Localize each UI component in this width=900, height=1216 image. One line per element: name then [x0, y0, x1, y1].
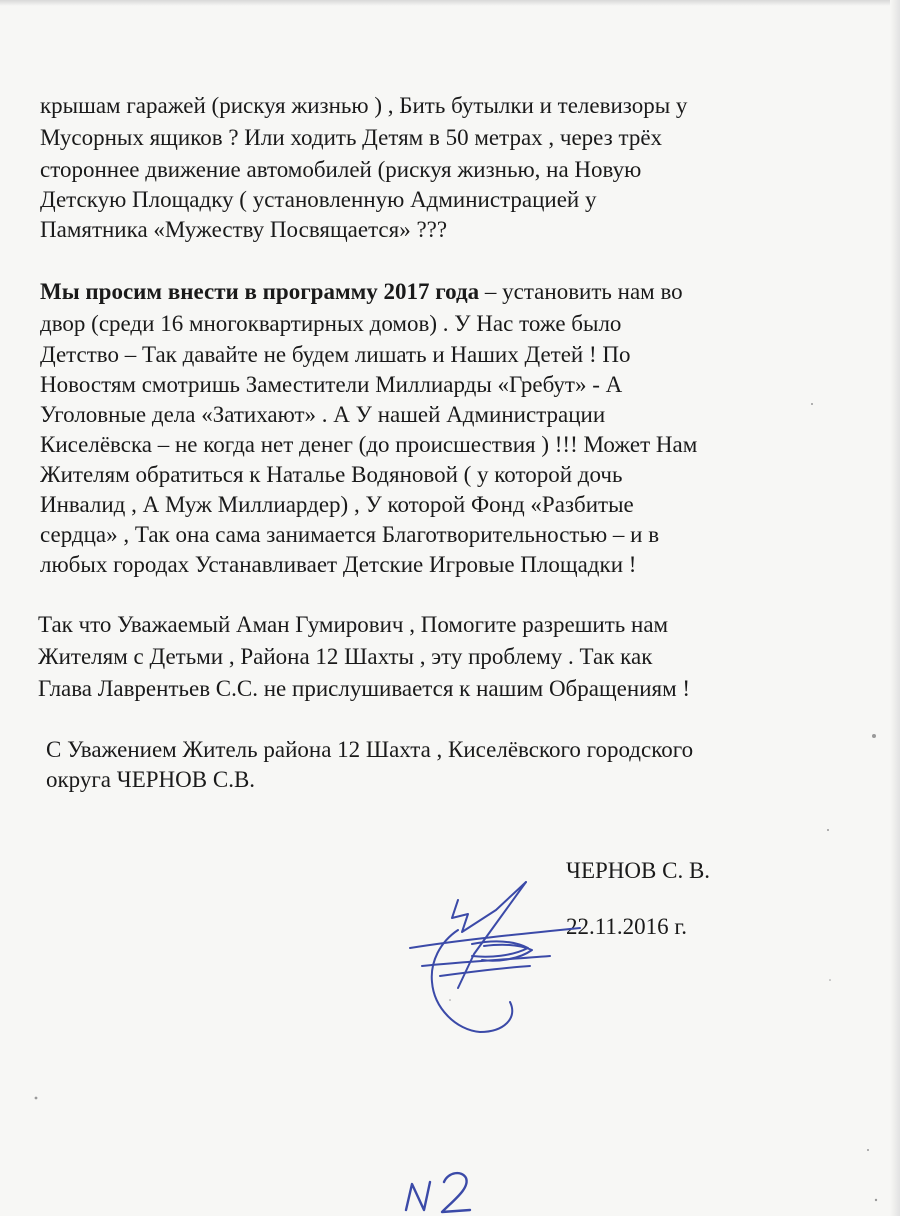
text-line: Уголовные дела «Затихают» . А У нашей Администрации: [40, 402, 606, 427]
text-line: стороннее движение автомобилей (рискуя жизнью, на Новую: [40, 157, 642, 182]
text-line: Жителям с Детьми , Района 12 Шахты , эту проблему . Так как: [38, 644, 653, 669]
text-line: Глава Лаврентьев С.С. не прислушивается к нашим Обращениям !: [38, 676, 691, 701]
text-line: любых городах Устанавливает Детские Игровые Площадки !: [40, 552, 637, 577]
page-edge-shadow-right: [890, 0, 900, 1216]
handwritten-page-number: [400, 1160, 480, 1216]
text-line: округа ЧЕРНОВ С.В.: [46, 767, 256, 792]
text-line: Детство – Так давайте не будем лишать и Наших Детей ! По: [40, 342, 631, 367]
text-line: двор (среди 16 многоквартирных домов) . У Нас тоже было: [40, 311, 622, 336]
bold-request: Мы просим внести в программу 2017 года: [40, 279, 480, 304]
text-line: Памятника «Мужеству Посвящается» ???: [40, 217, 448, 242]
text-line: Жителям обратиться к Наталье Водяновой ( у которой дочь: [40, 462, 623, 487]
signer-name: ЧЕРНОВ С. В.: [566, 858, 711, 883]
text-line: Так что Уважаемый Аман Гумирович , Помогите разрешить нам: [38, 612, 669, 637]
letter-date: 22.11.2016 г.: [566, 914, 687, 939]
text-line: Детскую Площадку ( установленную Администрацией у: [40, 187, 597, 212]
text-line: Киселёвска – не когда нет денег (до происшествия ) !!! Может Нам: [40, 432, 698, 457]
text-line: крышам гаражей (рискуя жизнью ) , Бить бутылки и телевизоры у: [40, 93, 688, 118]
page-edge-shadow: [0, 0, 900, 6]
text-line: С Уважением Житель района 12 Шахта , Киселёвского городского: [46, 737, 694, 762]
handwritten-signature: [400, 870, 600, 1040]
text-line: Мусорных ящиков ? Или ходить Детям в 50 метрах , через трёх: [40, 125, 663, 150]
text-line: Инвалид , А Муж Миллиардер) , У которой Фонд «Разбитые: [40, 492, 634, 517]
text-line: сердца» , Так она сама занимается Благотворительностью – и в: [40, 522, 660, 547]
text-line: Новостям смотришь Заместители Миллиарды «Гребут» - А: [40, 372, 623, 397]
text-line: [40, 280, 683, 303]
text-segment: – установить нам во: [479, 279, 683, 304]
